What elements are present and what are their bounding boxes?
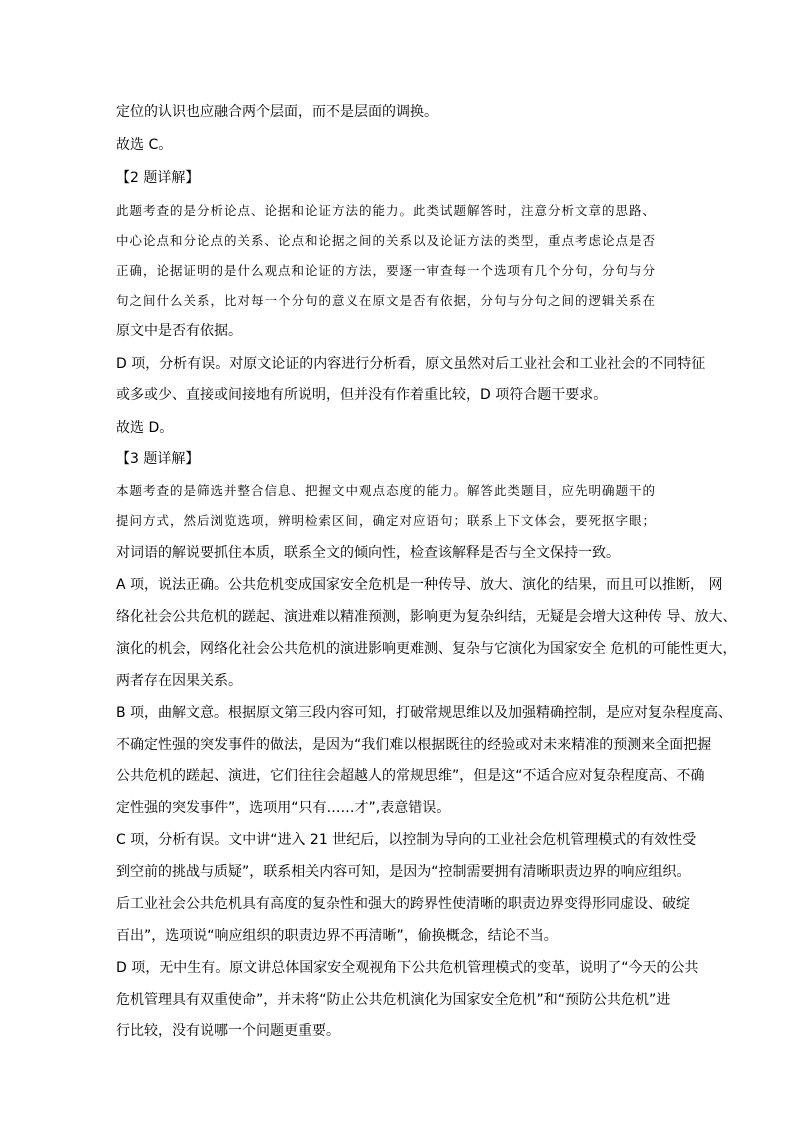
text-line: 句之间什么关系，比对每一个分句的意义在原文是否有依据，分句与分句之间的逻辑关系在: [116, 293, 657, 308]
text-line: D 项，无中生有。原文讲总体国家安全观视角下公共危机管理模式的变革，说明了“今天的公共: [116, 960, 699, 976]
text-line: 故选 D。: [116, 420, 174, 436]
text-line: D 项，分析有误。对原文论证的内容进行分析看，原文虽然对后工业社会和工业社会的不同特征: [116, 356, 706, 372]
text-line: A 项，说法正确。公共危机变成国家安全危机是一种传导、放大、演化的结果，而且可以推断， 网: [116, 577, 723, 593]
text-line: 不确定性强的突发事件的做法，是因为“我们难以根据既往的经验或对未来精准的预测来全面把握: [116, 737, 712, 753]
text-line: 正确，论据证明的是什么观点和论证的方法，要逐一审查每一个选项有几个分句，分句与分: [116, 263, 657, 278]
text-line: 定性强的突发事件”，选项用“只有……才”,表意错误。: [116, 800, 451, 816]
text-line: 本题考查的是筛选并整合信息、把握文中观点态度的能力。解答此类题目，应先明确题干的: [116, 483, 657, 498]
text-line: 危机管理具有双重使命”，并未将“防止公共危机演化为国家安全危机”和“预防公共危机”进: [116, 992, 671, 1008]
text-line: 百出”，选项说“响应组织的职责边界不再清晰”，偷换概念，结论不当。: [116, 928, 558, 944]
text-line: 行比较，没有说哪一个问题更重要。: [116, 1023, 340, 1039]
text-line: 络化社会公共危机的蹉起、演进难以精准预测，影响更为复杂纠结，无疑是会增大这种传 导、放大、: [116, 609, 737, 625]
text-line: 或多或少、直接或间接地有所说明，但并没有作着重比较，D 项符合题干要求。: [116, 387, 608, 403]
text-line: B 项，曲解文意。根据原文第三段内容可知，打破常规思维以及加强精确控制，是应对复杂程度高、: [116, 705, 733, 721]
text-line: 提问方式，然后浏览选项，辨明检索区间，确定对应语句；联系上下文体会，要死抠字眼；: [116, 513, 657, 528]
text-line: 两者存在因果关系。: [116, 673, 242, 689]
text-line: 到空前的挑战与质疑”，联系相关内容可知，是因为“控制需要拥有清晰职责边界的响应组织。: [116, 864, 691, 880]
text-line: 此题考查的是分析论点、论据和论证方法的能力。此类试题解答时，注意分析文章的思路、: [116, 203, 657, 218]
text-line: 公共危机的蹉起、演进，它们往往会超越人的常规思维”，但是这“不适合应对复杂程度高、不确: [116, 768, 705, 784]
text-line: 后工业社会公共危机具有高度的复杂性和强大的跨界性使清晰的职责边界变得形同虚设、破绽: [116, 896, 690, 912]
text-line: 中心论点和分论点的关系、论点和论据之间的关系以及论证方法的类型，重点考虑论点是否: [116, 233, 657, 248]
text-line: 故选 C。: [116, 137, 173, 153]
text-line: C 项，分析有误。文中讲“进入 21 世纪后，以控制为导向的工业社会危机管理模式的有效性受: [116, 832, 697, 848]
text-line: 对词语的解说要抓住本质，联系全文的倾向性，检查该解释是否与全文保持一致。: [116, 545, 620, 561]
text-line: 演化的机会，网络化社会公共危机的演进影响更难测、复杂与它演化为国家安全 危机的可能性更大，: [116, 641, 737, 657]
text-line: 原文中是否有依据。: [116, 323, 242, 339]
section-heading: 【3 题详解】: [116, 451, 200, 467]
text-line: 定位的认识也应融合两个层面，而不是层面的调换。: [116, 104, 438, 120]
section-heading: 【2 题详解】: [116, 170, 200, 186]
